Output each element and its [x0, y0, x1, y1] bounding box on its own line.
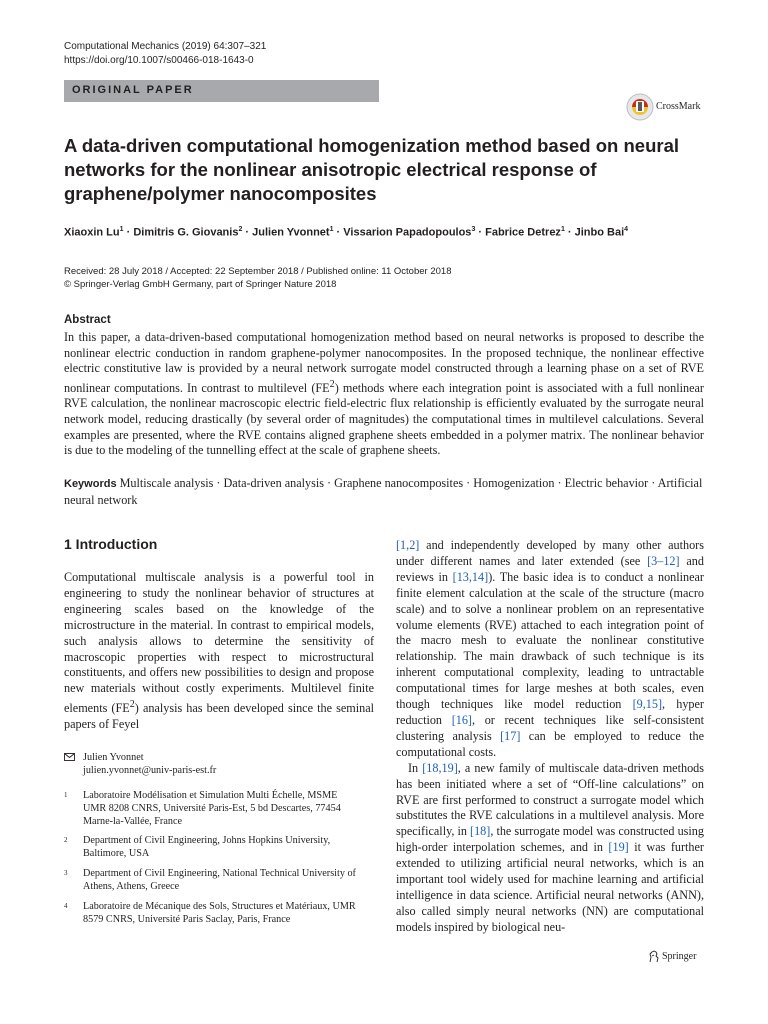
citation-link[interactable]: [17] [500, 728, 521, 743]
body-paragraph: In [18,19], a new family of multiscale data-driven methods has been initiated where a set of “Off-line calculations” on RVE are first performed to construct a surrogate model which substitutes the RVE calculations in a multilevel analysis. More specifically, in [18], the surrogate model was constructed using high-order interpolation schemes, and in [19] it was further extended to utilizing artificial neural networks, which is an important tool widely used for machine learning and artificial intelligence in data science. Artificial neural networks (ANN), also called simply neural networks (NN) are computational models inspired by biological neu- [396, 760, 705, 934]
body-paragraph: Computational multiscale analysis is a powerful tool in engineering to study the nonlinear behavior of structures at engineering scales based on the knowledge of the microstructure in the material. In contrast to empirical models, such analysis allows to determine the sensitivity of macroscopic properties with respect to microstructural constituents, and offers new possibilities to design and propose new materials without costly experiments. Multilevel finite elements $(FE^2)$ analysis has been developed since the seminal papers of Feyel [64, 570, 374, 732]
corresponding-email[interactable]: julien.yvonnet@univ-paris-est.fr [83, 765, 217, 776]
citation-link[interactable]: [16] [451, 712, 472, 727]
author-affil-mark: 3 [471, 226, 476, 233]
article-type-bar [64, 80, 379, 102]
publisher-name: Springer [662, 951, 697, 962]
author-affil-mark: 1 [119, 226, 124, 233]
doi-link[interactable]: https://doi.org/10.1007/s00466-018-1643-0 [64, 55, 254, 66]
paper-title: A data-driven computational homogenization method based on neural networks for the nonlinear anisotropic electrical response of graphene/polymer nanocomposites [64, 135, 679, 204]
keywords [64, 476, 704, 508]
citation-link[interactable]: [19] [608, 840, 629, 855]
intro-left-column [64, 570, 374, 733]
citation-link[interactable]: [18,19] [422, 760, 458, 775]
body-paragraph: [1,2] and independently developed by many other authors under different names and later extended (see [3–12] and reviews in [13,14]). The basic idea is to conduct a nonlinear finite element calculation at the scale of the structure (macro scale) and to solve a nonlinear problem on an representative volume elements (RVE) attached to each integration point of the macro mesh to evaluate the nonlinear constitutive relationship. The main drawback of such technique is its inherent computational complexity, leading to untractable computational times for large meshes at both scales, even though techniques like model reduction [9,15], hyper reduction [16], or recent techniques like self-consistent clustering analysis [17] can be employed to reduce the computational costs. [396, 538, 705, 759]
author-affil-mark: 1 [329, 226, 334, 233]
section-heading: 1 Introduction [64, 536, 158, 552]
author-list: Xiaoxin $Lu^1$ · Dimitris G. Giovanis$^2$ · Julien Yvonnet$^1$ · Vissarion Papadopoulos$^3$ · Fabrice Detrez$^1$ · Jinbo Bai$^4$ [64, 226, 629, 239]
citation-link[interactable]: [1,2] [396, 538, 420, 552]
abstract-text: In this paper, a data-driven-based computational homogenization method based on neural networks is proposed to describe the nonlinear electric conduction in random graphene-polymer nanocomposites. In the proposed technique, the nonlinear effective electric constitutive law is provided by a neural network surrogate model constructed through a learning phase on a set of RVE nonlinear computations. In contrast to multilevel $(FE^2)$ methods where each integration point is associated with a full nonlinear RVE calculation, the nonlinear macroscopic electric field-electric flux relationship is efficiently evaluated by the surrogate neural network model, reducing drastically (by several order of magnitudes) the computational times in multilevel calculations. Several examples are presented, where the RVE contains aligned graphene sheets embedded in a polymer matrix. The nonlinear behavior is due to the modeling of the tunnelling effect at the scale of graphene sheets. [64, 330, 704, 458]
author-name[interactable]: Vissarion Papadopoulos [343, 226, 472, 239]
author-affil-mark: 4 [624, 226, 629, 233]
author-name[interactable]: Julien Yvonnet [252, 226, 330, 239]
abstract-heading: Abstract [64, 314, 111, 326]
springer-horse-icon [648, 950, 660, 963]
citation-link[interactable]: [9,15] [632, 697, 663, 712]
copyright-notice: © Springer-Verlag GmbH Germany, part of Springer Nature 2018 [64, 279, 337, 290]
publication-dates: Received: 28 July 2018 / Accepted: 22 September 2018 / Published online: 11 October 2018 [64, 266, 452, 277]
author-name[interactable]: Fabrice Detrez [485, 226, 561, 239]
author-name[interactable]: Xiaoxin Lu [64, 226, 120, 239]
journal-citation: Computational Mechanics (2019) 64:307–321 [64, 41, 267, 52]
crossmark-icon [626, 93, 654, 121]
keywords-list: Multiscale analysis · Data-driven analysis · Graphene nanocomposites · Homogenization · Electric behavior · Artificial neural network [64, 476, 703, 507]
crossmark-button[interactable] [626, 93, 706, 121]
envelope-icon [64, 753, 75, 761]
citation-link[interactable]: [18] [470, 824, 491, 839]
keywords-label: Keywords [64, 478, 117, 490]
author-name[interactable]: Dimitris G. Giovanis [133, 226, 239, 239]
author-affil-mark: 1 [560, 226, 565, 233]
citation-link[interactable]: [13,14] [452, 569, 489, 584]
intro-right-column [396, 538, 704, 936]
citation-link[interactable]: [3–12] [647, 553, 680, 568]
publisher-logo [648, 950, 708, 964]
author-affil-mark: 2 [238, 226, 243, 233]
author-name[interactable]: Jinbo Bai [574, 226, 625, 239]
corresponding-name: Julien Yvonnet [83, 752, 144, 763]
article-type-label: ORIGINAL PAPER [72, 84, 194, 96]
crossmark-label: CrossMark [656, 101, 701, 112]
